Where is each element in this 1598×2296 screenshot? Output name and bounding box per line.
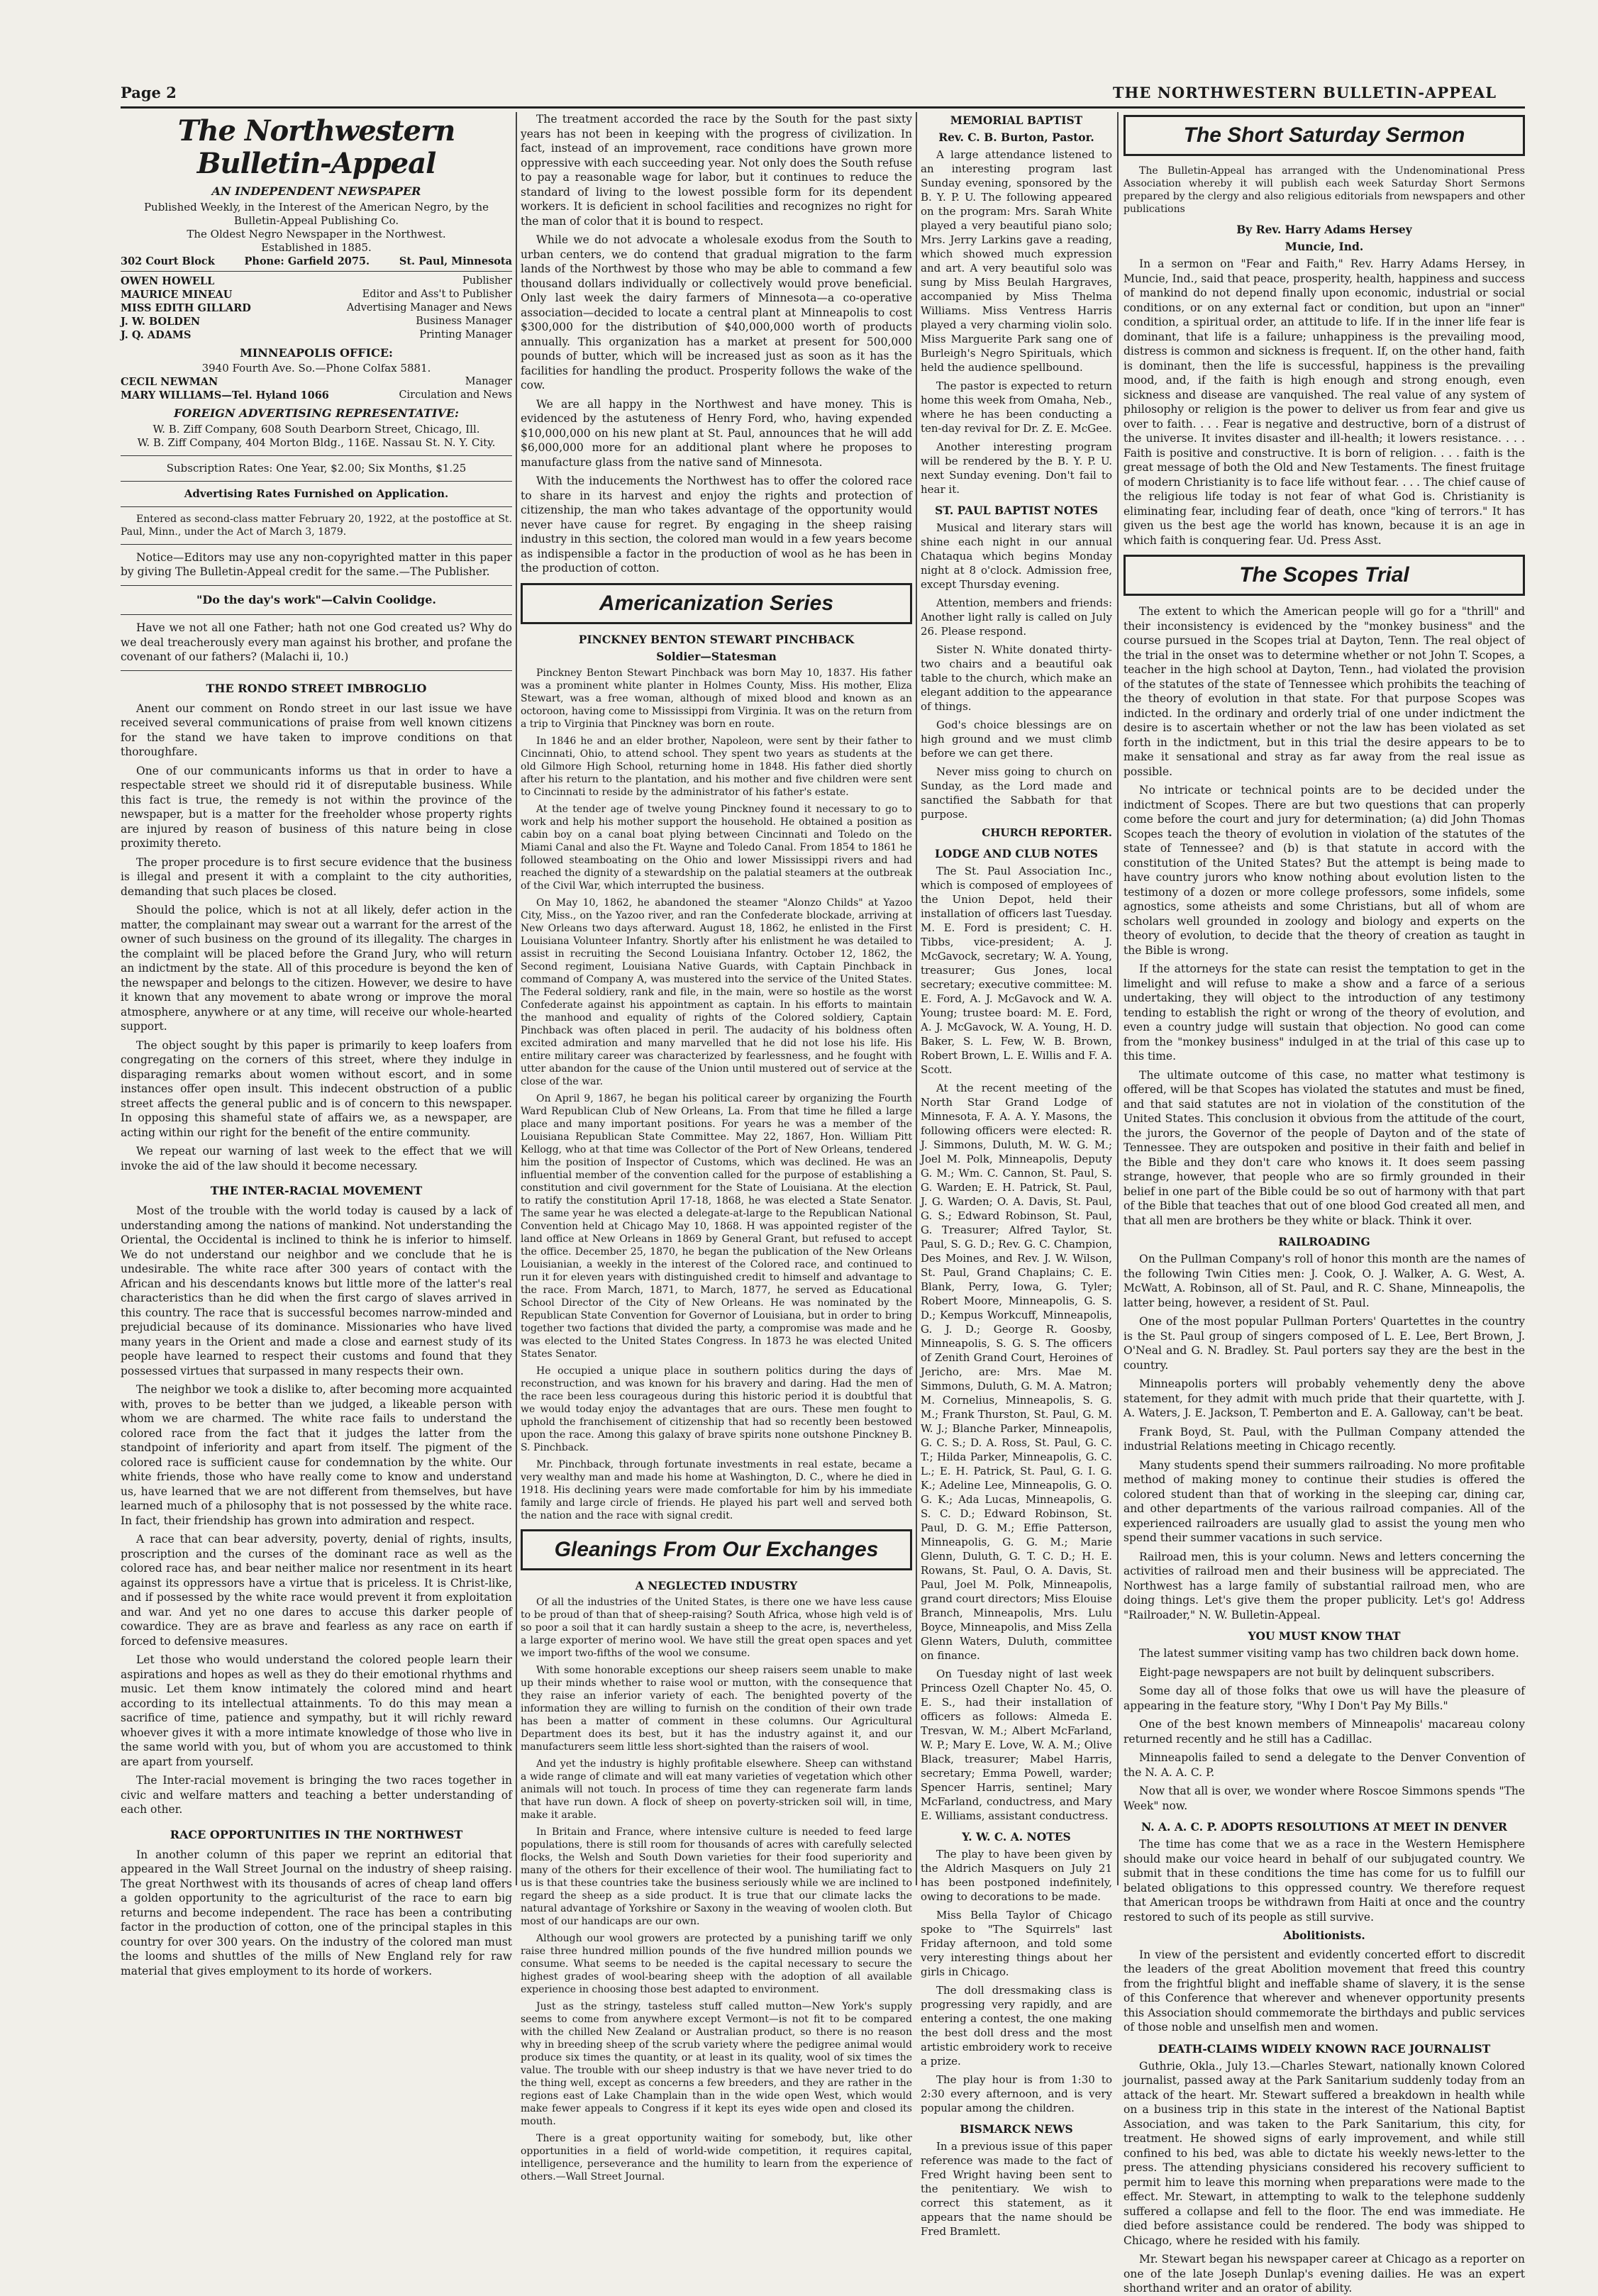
paragraph: In a previous issue of this paper reference was made to the fact of Fred Wright having been sent to the penitentiary. We wish to correct this statement, as it appears that the name should be Fred Bramlett. — [921, 2140, 1112, 2238]
paragraph: Minneapolis failed to send a delegate to the Denver Convention of the N. A. A. C. P. — [1123, 1751, 1525, 1779]
paragraph: One of our communicants informs us that in order to have a respectable street we should rid it of disreputable business. While this fact is true, the remedy is not within the province of the newspaper, but is a matter for the freeholder whose property rights are injured by reason of business of this nature being in close proximity thereto. — [121, 764, 512, 850]
paragraph: In another column of this paper we reprint an editorial that appeared in the Wall Street Journal on the industry of sheep raising. The great Northwest with its thousands of acres of cheap land offers a golden opportunity to the agriculturist of the race to earn big returns and become independent. The race has been a contributing factor in the production of cotton, one of the principal staples in this country for over 300 years. On the industry of the colored man must the looms and shuttles of the mills of New England rely for raw material that gives employment to its horde of workers. — [121, 1848, 512, 1978]
paragraph: Musical and literary stars will shine each night in our annual Chataqua which begins Monday night at 8 o'clock. Admission free, except Thursday evening. — [921, 521, 1112, 591]
paragraph: While we do not advocate a wholesale exodus from the South to urban centers, we do contend that gradual migration to the farm lands of the Northwest by those who may be able to command a few thousand dollars individually or collectively would prove beneficial. Only last week the dairy farmers of Minnesota—a co-operative association—decided to locate a central plant at Minneapolis to cost $300,000 for the distribution of $40,000,000 worth of products annually. This organization has a market at present for 500,000 pounds of butter, which will be increased just as soon as it has the facilities for handling the product. Prosperity follows the wake of the cow. — [521, 233, 912, 392]
article-title: THE RONDO STREET IMBROGLIO — [206, 681, 427, 695]
divider — [121, 481, 512, 482]
staff-row: J. W. BOLDEN Business Manager — [121, 315, 512, 328]
section-box-title: Americanization Series — [521, 583, 912, 624]
paragraph: He occupied a unique place in southern politics during the days of reconstruction, and was known for his bravery and daring. Had the men of the race been less courageous during this historic period it is doubtful that we would today enjoy the advantages that are ours. These men fought to uphold the franchisement of citizenship that had so recently been bestowed upon the race. Among this galaxy of brave spirits none outshone Pinckney B. S. Pinchback. — [521, 1365, 912, 1453]
paragraph: The treatment accorded the race by the South for the past sixty years has not been in keeping with the progress of civilization. In fact, instead of an improvement, race conditions have grown more oppressive with each succeeding year. Not only does the South refuse to pay a reasonable wage for labor, but it continues to reduce the standard of living to the lowest possible form for its dependent workers. It is deficient in school facilities and recognizes no right for the man of color that it is bound to respect. — [521, 113, 912, 228]
paragraph: With the inducements the Northwest has to offer the colored race to share in its harvest and enjoy the rights and protection of citizenship, the man who takes advantage of the opportunity would never have cause for regret. By engaging in the sheep raising industry in this section, the colored man would in a few years become as indispensible a factor in the production of wool as he has been in the production of cotton. — [521, 475, 912, 575]
article-subhead: Abolitionists. — [1283, 1929, 1365, 1942]
paragraph: Just as the stringy, tasteless stuff called mutton—New York's supply seems to come from anywhere except Vermont—is not fit to be compared with the chilled New Zealand or Australian product, so there is no reason why in breeding sheep of the scrub variety where the pedigree animal would produce six times the quantity, or at least in its quality, wool of six times the value. The trouble with our sheep industry is that we have never tried to do the thing well, except as concerns a few breeders, and they are rather in the regions east of Lake Champlain than in the wide open West, which would make fewer appeals to Congress if it kept its eyes wide open and closed its mouth. — [521, 2000, 912, 2127]
paragraph: At the tender age of twelve young Pinckney found it necessary to go to work and help his mother support the household. He obtained a position as cabin boy on a canal boat plying between Cincinnati and Toledo on the Miami Canal and also the Ft. Wayne and Toledo Canal. From 1854 to 1861 he followed steamboating on the Ohio and lower Mississippi rivers and had reached the dignity of a stewardship on the palatial steamers at the outbreak of the Civil War, which interrupted the business. — [521, 803, 912, 892]
article-title: LODGE AND CLUB NOTES — [935, 847, 1098, 860]
mpls-office-address: 3940 Fourth Ave. So.—Phone Colfax 5881. — [201, 362, 431, 375]
paragraph: The play to have been given by the Aldrich Masquers on July 21 has been postponed indefinitely, owing to decorations to be made. — [921, 1848, 1112, 1903]
paragraph: A race that can bear adversity, poverty, denial of rights, insults, proscription and the curses of the dominant race as well as the colored race has, and bear neither malice nor resentment in its heart against its oppressors have a virtue that is priceless. It is Christ-like, and if possessed by the white race would prevent it from exploitation and war. And yet no one dares to accuse this darker people of cowardice. They are as brave and fearless as any race on earth if forced to defensive measures. — [121, 1533, 512, 1648]
paragraph: There is a great opportunity waiting for somebody, but, like other opportunities in a field of world-wide competition, it requires capital, intelligence, perseverance and the humility to learn from the experience of others.—Wall Street Journal. — [521, 2132, 912, 2183]
paragraph: The St. Paul Association Inc., which is composed of employees of the Union Depot, held their installation of officers last Tuesday. M. E. Ford is president; C. H. Tibbs, vice-president; A. J. McGavock, secretary; W. A. Young, treasurer; Gus Jones, local secretary; executive committee: M. E. Ford, A. J. McGavock and W. A. Young; trustee board: M. E. Ford, A. J. McGavock, W. A. Young, H. D. Baker, S. L. Few, W. B. Brown, Robert Brown, L. E. Willis and F. A. Scott. — [921, 865, 1112, 1076]
paragraph: The neighbor we took a dislike to, after becoming more acquainted with, proves to be better than we judged, a likeable person with whom we are charmed. The white race fails to understand the colored race from the fact that it judges the latter from the standpoint of inferiority and apart from itself. The pigment of the colored race is sufficient cause for condemnation by the white. Our white friends, those who have really come to know and understand us, have learned that we are not different from themselves, but have learned much of a philosophy that is not possessed by the white race. In fact, their friendship has grown into admiration and respect. — [121, 1383, 512, 1527]
paragraph: The Bulletin-Appeal has arranged with the Undenominational Press Association whereby it will publish each week Saturday Short Sermons prepared by the clergy and also religious editorials from newspapers and other publications — [1123, 165, 1525, 215]
paragraph: Of all the industries of the United States, is there one we have less cause to be proud of than that of sheep-raising? South Africa, whose high veld is of so poor a soil that it can hardly sustain a sheep to the acre, is, nevertheless, a large exporter of merino wool. We have still the great open spaces and yet we import two-fifths of the wool we consume. — [521, 1596, 912, 1659]
divider — [121, 614, 512, 615]
section-box-title: Gleanings From Our Exchanges — [521, 1529, 912, 1570]
paragraph: Pinckney Benton Stewart Pinchback was born May 10, 1837. His father was a prominent white planter in Holmes County, Miss. His mother, Eliza Stewart, was a free woman, although of mixed blood and known as an octoroon, having come to Mississippi from Virginia. It was on the return from a trip to Virginia that Pinckney was born en route. — [521, 667, 912, 730]
foreign-rep-line: W. B. Ziff Company, 608 South Dearborn Street, Chicago, Ill. — [152, 422, 480, 436]
paragraph: In Britain and France, where intensive culture is needed to feed large populations, there is still room for thousands of acres with carefully selected flocks, the Welsh and South Down varieties for their food superiority and many of the others for their excellence of their wool. The humiliating fact to us is that these countries take the business seriously while we are inclined to regard the sheep as a side product. It is true that our climate lacks the natural advantage of Yorkshire or Saxony in the weaving of woolen cloth. But most of our handicaps are our own. — [521, 1826, 912, 1927]
paragraph: One of the best known members of Minneapolis' macareau colony returned recently and he still has a Cadillac. — [1123, 1718, 1525, 1746]
sermon-author: By Rev. Harry Adams Hersey — [1236, 223, 1412, 236]
paragraph: Mr. Pinchback, through fortunate investments in real estate, became a very wealthy man and made his home at Washington, D. C., where he died in 1918. His declining years were made comfortable for him by his immediate family and large circle of friends. He played his part well and served both the nation and the race with signal credit. — [521, 1458, 912, 1521]
article-subtitle: Rev. C. B. Burton, Pastor. — [938, 131, 1094, 144]
staff-list — [121, 271, 512, 342]
paragraph: We repeat our warning of last week to the effect that we will invoke the aid of the law should it become necessary. — [121, 1145, 512, 1172]
paragraph: Eight-page newspapers are not built by delinquent subscribers. — [1139, 1665, 1495, 1679]
paragraph: One of the most popular Pullman Porters' Quartettes in the country is the St. Paul group of singers composed of L. E. Lee, Bert Brown, J. O'Neal and G. N. Bradley. St. Paul porters say they are the best in the country. — [1123, 1315, 1525, 1372]
paragraph: Frank Boyd, St. Paul, with the Pullman Company attended the industrial Relations meeting in Chicago recently. — [1123, 1425, 1525, 1453]
paragraph: On the Pullman Company's roll of honor this month are the names of the following Twin Cities men: J. Cook, O. J. Walker, A. G. West, A. McWatt, A. Robinson, all of St. Paul, and R. C. Shane, Minneapolis, the latter being, however, a resident of St. Paul. — [1123, 1253, 1525, 1309]
paragraph: Minneapolis porters will probably vehemently deny the above statement, for they admit with much pride that their quartette, with J. A. Waters, J. E. Jackson, T. Pemberton and E. A. Galloway, can't be beat. — [1123, 1377, 1525, 1419]
staff-row: CECIL NEWMAN Manager — [121, 376, 512, 388]
paragraph: We are all happy in the Northwest and have money. This is evidenced by the astuteness of Henry Ford, who, having expended $10,000,000 on his new plant at St. Paul, announces that he will add $6,000,000 more for an additional plant where he proposes to manufacture glass from the native sand of Minnesota. — [521, 397, 912, 469]
paragraph: Now that all is over, we wonder where Roscoe Simmons spends "The Week" now. — [1123, 1785, 1525, 1812]
paragraph: The ultimate outcome of this case, no matter what testimony is offered, will be that Scopes has violated the statutes and must be fined, and that said statutes are not in violation of the constitution of the United States. This conclusion it obvious from the attitude of the court, the jurors, the Governor of the people of Dayton and of the state of Tennessee. They are outspoken and positive in their faith and belief in the Bible and they don't care who knows it. It does seem passing strange, however, that people who are so firmly grounded in their belief in one part of the Bible could be so out of harmony with that part of the Bible that teaches that out of one blood God created all men, and that all men are brothers be they white or black. Think it over. — [1123, 1068, 1525, 1227]
staff-row: MISS EDITH GILLARD Advertising Manager and News — [121, 301, 512, 314]
divider — [121, 585, 512, 586]
paragraph: Anent our comment on Rondo street in our last issue we have received several communications of praise from well known citizens for the stand we have taken to improve conditions on that thoroughfare. — [121, 701, 512, 758]
paragraph: In view of the persistent and evidently concerted effort to discredit the leaders of the great Abolition movement that freed this country from the frightful blight and ineffable shame of slavery, it is the sense of this Conference that wherever and whenever opportunity presents this Association should commemorate the birthdays and public services of those noble and unselfish men and women. — [1123, 1948, 1525, 2034]
running-title: THE NORTHWESTERN BULLETIN-APPEAL — [1112, 84, 1497, 101]
header-rule — [121, 106, 1525, 109]
paragraph: Many students spend their summers railroading. No more profitable method of making money to continue their studies is offered the colored student than that of working in the sleeping car, dining car, and other departments of the various railroad companies. All of the experienced railroaders are usually glad to assist the young men who spend their summer vacations in such service. — [1123, 1458, 1525, 1544]
article-title: N. A. A. C. P. ADOPTS RESOLUTIONS AT MEET IN DENVER — [1141, 1820, 1507, 1834]
divider — [121, 670, 512, 671]
article-title: RACE OPPORTUNITIES IN THE NORTHWEST — [170, 1827, 463, 1841]
paragraph: A large attendance listened to an interesting program last Sunday evening, sponsored by the B. Y. P. U. The following appeared on the program: Mrs. Sarah White played a very beautiful piano solo; Mrs. Jerry Larkins gave a reading, which showed much expression and art. A very beautiful solo was sung by Miss Beulah Hargraves, accompanied by Miss Thelma Williams. Miss Ventress Harris played a very charming violin solo. Miss Marguerite Park sang one of Burleigh's Negro Spirituals, which held the audience spellbound. — [921, 148, 1112, 374]
malachi-verse: Have we not all one Father; hath not one God created us? Why do we deal treacherously every man against his brother, and profane the covenant of our fathers? (Malachi ii, 10.) — [121, 621, 512, 663]
paragraph: The proper procedure is to first secure evidence that the business is illegal and present it with a complaint to the city authorities, demanding that such places be closed. — [121, 855, 512, 898]
column-rule — [516, 112, 517, 1885]
sermon-place: Muncie, Ind. — [1284, 240, 1364, 253]
paragraph: Some day all of those folks that owe us will have the pleasure of appearing in the feature story, "Why I Don't Pay My Bills." — [1123, 1685, 1525, 1712]
paragraph: Sister N. White donated thirty-two chairs and a beautiful oak table to the church, which make an elegant addition to the appearance of things. — [921, 643, 1112, 713]
page-header — [121, 84, 1539, 105]
masthead-title: The Northwestern Bulletin-Appeal — [177, 114, 455, 180]
paragraph: Attention, members and friends: Another light rally is called on July 26. Please respond. — [921, 597, 1112, 638]
mpls-office-title: MINNEAPOLIS OFFICE: — [240, 345, 393, 360]
staff-row: MAURICE MINEAU Editor and Ass't to Publisher — [121, 288, 512, 301]
paragraph: Mr. Stewart began his newspaper career at Chicago as a reporter on one of the late Joseph Dunlap's evening dailies. He was an expert shorthand writer and an orator of ability. — [1123, 2253, 1525, 2295]
column-3 — [921, 112, 1112, 2238]
masthead-company: Bulletin-Appeal Publishing Co. — [233, 213, 399, 227]
paragraph: At the recent meeting of the North Star Grand Lodge of Minnesota, F. A. A. Y. Masons, the following officers were elected: R. J. Simmons, Duluth, M. W. G. M.; Joel M. Polk, Minneapolis, Deputy G. M.; Wm. C. Cannon, St. Paul, S. G. Warden; E. H. Patrick, St. Paul, J. G. Warden; O. A. Davis, St. Paul, G. S.; Edward Robinson, St. Paul, G. Treasurer; Alfred Taylor, St. Paul, S. G. D.; Rev. G. C. Champion, Des Moines, and Rev. J. W. Wilson, St. Paul, Grand Chaplains; C. E. Blank, Perry, Iowa, G. Tyler; Robert Moore, Minneapolis, G. S. D.; Kempus Workcuff, Minneapolis, G. J. D.; George R. Goosby, Minneapolis, S. G. S. The officers of Zenith Grand Court, Heroines of Jericho, are: Mrs. Mae M. Simmons, Duluth, G. M. A. Matron; M. Cornelius, Minneapolis, S. G. M.; Frank Thurston, St. Paul, G. M. W. J.; Blanche Parker, Minneapolis, G. C. S.; D. A. Ross, St. Paul, G. C. T.; Hilda Parker, Minneapolis, G. C. L.; E. H. Patrick, St. Paul, G. I. G. K.; Adeline Lee, Minneapolis, G. O. G. K.; Ada Lucas, Minneapolis, G. S. C. D.; Edward Robinson, St. Paul, D. G. M.; Effie Patterson, Minneapolis, G. G. M.; Marie Glenn, Duluth, G. T. C. D.; H. E. Rowans, St. Paul, O. A. Davis, St. Paul, Joel M. Polk, Minneapolis, grand court directors; Miss Elouise Branch, Minneapolis, Mrs. Lulu Boyce, Minneapolis, and Miss Zella Glenn Waters, Duluth, committee on finance. — [921, 1082, 1112, 1662]
paragraph: In 1846 he and an elder brother, Napoleon, were sent by their father to Cincinnati, Ohio, to attend school. They spent two years as students at the old Gilmore High School, returning home in 1848. His father died shortly after his return to the plantation, and his mother and five children were sent to Cincinnati to reside by the administrator of his father's estate. — [521, 735, 912, 798]
paragraph: On May 10, 1862, he abandoned the steamer "Alonzo Childs" at Yazoo City, Miss., on the Yazoo river, and ran the Confederate blockade, arriving at New Orleans two days afterward. August 18, 1862, he enlisted in the First Louisiana Volunteer Infantry. Shortly after his enlistment he was detailed to assist in recruiting the Second Louisiana Infantry. October 12, 1862, the Second regiment, Louisiana Native Guards, with Captain Pinchback in command of Company A, was mustered into the service of the United States. The Federal soldiery, rank and file, in the main, were so hostile as the worst Confederate against his appointment as captain. In his efforts to maintain the manhood and equality of rights of the Colored soldiery, Captain Pinchback was often placed in peril. The audacity of his boldness often excited admiration and many marvelled that he did not lose his life. His entire military career was characterized by fearlessness, and he fought with utter abandon for the cause of the Union until mustered out of service at the close of the war. — [521, 897, 912, 1087]
paragraph: The pastor is expected to return home this week from Omaha, Neb., where he has been conducting a ten-day revival for Dr. Z. E. McGee. — [921, 379, 1112, 435]
paragraph: Let those who would understand the colored people learn their aspirations and hopes as well as they do their emotional rhythms and music. Let them know intimately the colored mind and heart according to its intellectual attainments. To do this may mean a sacrifice of time, patience and sympathy, but it will richly reward whoever gives it with a more intimate knowledge of those who live in the same world with you, but of whom you are accustomed to think are apart from yourself. — [121, 1653, 512, 1768]
masthead-city: St. Paul, Minnesota — [399, 255, 512, 267]
article-title: MEMORIAL BAPTIST — [950, 113, 1083, 127]
column-4 — [1123, 112, 1525, 2295]
article-title: RAILROADING — [1278, 1235, 1370, 1248]
section-box-title: The Scopes Trial — [1123, 555, 1525, 596]
article-title: YOU MUST KNOW THAT — [1248, 1629, 1401, 1643]
paragraph: Another interesting program will be rendered by the B. Y. P. U. next Sunday evening. Don't fail to hear it. — [921, 440, 1112, 496]
staff-row: J. Q. ADAMS Printing Manager — [121, 328, 512, 341]
column-2 — [521, 112, 912, 2183]
article-title: BISMARCK NEWS — [960, 2122, 1073, 2136]
page-number: Page 2 — [121, 84, 177, 101]
masthead-publisher: Published Weekly, in the Interest of the American Negro, by the — [143, 200, 489, 213]
article-title: Y. W. C. A. NOTES — [962, 1830, 1071, 1843]
editors-notice: Notice—Editors may use any non-copyrighted matter in this paper by giving The Bulletin-Appeal credit for the same.—The Publisher. — [121, 550, 512, 578]
article-subtitle: Soldier—Statesman — [656, 649, 777, 663]
paragraph: In a sermon on "Fear and Faith," Rev. Harry Adams Hersey, in Muncie, Ind., said that peace, prosperity, health, happiness and success of mankind do not depend finally upon economic, industrial or social conditions, or on any external fact or condition, but upon an "inner" condition, a spiritual order, an attitude to life. If in the inner life fear is dominant, that life is a failure; unhappiness is the prevailing mood, distress is common and sickness is frequent. If, on the other hand, faith is dominant, then the life is successful, happiness is the prevailing mood, and, if the faith is high enough and strong enough, even sickness and disease are vanquished. The real value of any system of philosophy or religion is the power to deliver us from fear and give us over to faith. . . . Fear is negative and destructive, born of a distrust of the universe. It invites disaster and ill-health; it lowers resistance. . . . Faith is positive and constructive. It is born of religion. . . . faith is the great message of both the Old and New Testaments. The finest fruitage of modern Christianity is to face life without fear. . . . The chief cause of the religious life today is not fear of what God is. Christianity is eliminating fear, including fear of death, once "king of terrors." It has given us the best age the world has known, because it is an age in which faith is conquering fear. Ud. Press Asst. — [1123, 257, 1525, 547]
paragraph: On Tuesday night of last week Princess Ozell Chapter No. 45, O. E. S., had their installation of officers as follows: Almeda E. Tresvan, W. M.; Albert McFarland, W. P.; Mary E. Love, W. A. M.; Olive Black, treasurer; Mabel Harris, secretary; Emma Powell, warder; Spencer Harris, sentinel; Mary McFarland, conductress, and Mary E. Williams, assistant conductress. — [921, 1668, 1112, 1822]
divider — [121, 544, 512, 545]
article-title: PINCKNEY BENTON STEWART PINCHBACK — [578, 632, 855, 646]
paragraph: Most of the trouble with the world today is caused by a lack of understanding among the nations of mankind. Not understanding the Oriental, the Occidental is inclined to think he is inferior to himself. We do not understand our neighbor and we conclude that he is undesirable. The white race after 300 years of contact with the African and his descendants knows but little more of the latter's real characteristics than he did when the first cargo of slaves arrived in this country. The race that is successful becomes narrow-minded and prejudicial because of its dominance. Missionaries who have lived many years in the Orient and made a close and earnest study of its people have learned to respect their customs and found that they possessed virtues that surpassed in many respects their own. — [121, 1204, 512, 1377]
paragraph: The object sought by this paper is primarily to keep loafers from congregating on the corners of this street, where they indulge in disparaging remarks about women without escort, and in some instances offer open insult. This indecent obstruction of a public street affects the general public and is of concern to this newspaper. In opposing this shameful state of affairs we, as a newspaper, are acting within our right for the benefit of the entire community. — [121, 1038, 512, 1139]
masthead-tagline: AN INDEPENDENT NEWSPAPER — [211, 184, 421, 198]
paragraph: The time has come that we as a race in the Western Hemisphere should make our voice heard in behalf of our subjugated country. We submit that in these conditions the time has come for us to fulfill our belated obligations to this oppressed country. We therefore request that American troops be withdrawn from Haiti at once and the country restored to such of its people as still survive. — [1123, 1838, 1525, 1924]
paragraph: The extent to which the American people will go for a "thrill" and their inconsistency is evidenced by the "monkey business" and the course pursued in the Scopes trial at Dayton, Tenn. The real object of the trial in the onset was to determine whether or not John T. Scopes, a teacher in the high school at Dayton, Tenn., had violated the provision of the statutes of the state of Tennessee which prohibits the teaching of the theory of evolution in that state. For that purpose Scopes was indicted. In the ordinary and orderly trial of one under indictment the desire is to ascertain whether or not the law has been violated as set forth in the indictment, but in this trial the desire appears to be to make it sensational and stray as far away from the real issue as possible. — [1123, 605, 1525, 778]
masthead-oldest: The Oldest Negro Newspaper in the Northwest. — [187, 227, 446, 240]
column-rule — [916, 112, 917, 1885]
paragraph: Never miss going to church on Sunday, as the Lord made and sanctified the Sabbath for that purpose. — [921, 765, 1112, 821]
paragraph: Should the police, which is not at all likely, defer action in the matter, the complainant may swear out a warrant for the arrest of the owner of such business on the ground of its illegality. The charges in the complaint will be placed before the Grand Jury, who will return an indictment by the state. All of this procedure is beyond the ken of the newspaper and belongs to the citizen. However, we desire to have it known that any movement to abate wrong or improve the moral atmosphere, anywhere or at any time, will receive our whole-hearted support. — [121, 904, 512, 1033]
advertising-rates: Advertising Rates Furnished on Application. — [184, 487, 449, 500]
paragraph: Guthrie, Okla., July 13.—Charles Stewart, nationally known Colored journalist, passed away at the Park Sanitarium suddenly today from an attack of the heart. Mr. Stewart suffered a breakdown in health while on a business trip in this state in the interest of the National Baptist Association, and was taken to the Park Sanitarium, this city, for treatment. He showed signs of early improvement, and while still confined to his bed, was able to dictate his weekly news-letter to the press. The attending physicians considered his recovery sufficient to permit him to leave this morning when preparations were made to the effect. Mr. Stewart, in attempting to walk to the telephone suddenly suffered a collapse and fell to the floor. The end was immediate. He died before assistance could be rendered. The body was shipped to Chicago, where he resided with his family. — [1123, 2059, 1525, 2247]
paragraph: Miss Bella Taylor of Chicago spoke to "The Squirrels" last Friday afternoon, and told some very interesting things about her girls in Chicago. — [921, 1909, 1112, 1978]
article-title: DEATH-CLAIMS WIDELY KNOWN RACE JOURNALIST — [1158, 2041, 1491, 2056]
paragraph: No intricate or technical points are to be decided under the indictment of Scopes. There are but two questions that can properly come before the court and jury for determination; (a) did John Thomas Scopes teach the theory of evolution in violation of the statutes of the state of Tennessee? and (b) is that statute in accord with the constitution of the United States? But the attempt is being made to have country jurors who know nothing about evolution listen to the testimony of a dozen or more college professors, some infidels, some agnostics, some atheists and some Christians, but all of whom are scholars well grounded in zoology and biology and experts on the theory of evolution, to decide that the theory of creation as taught in the Bible is wrong. — [1123, 784, 1525, 957]
paragraph: On April 9, 1867, he began his political career by organizing the Fourth Ward Republican Club of New Orleans, La. From that time he filled a large place and many important positions. For years he was a member of the Louisiana Republican State Committee. May 22, 1867, Hon. William Pitt Kellogg, who at that time was Collector of the Port of New Orleans, tendered him the position of Inspector of Customs, which was declined. He was an influential member of the convention called for the purpose of establishing a constitution and civil government for the State of Louisiana. At the election to ratify the constitution April 17-18, 1868, he was elected a State Senator. The same year he was elected a delegate-at-large to the Republican National Convention held at Chicago May 10, 1868. H was appointed register of the land office at New Orleans in 1869 by General Grant, but refused to accept the office. December 25, 1870, he began the publication of the New Orleans Louisianian, a weekly in the interest of the Colored race, and continued to run it for eleven years with distinguished credit to himself and advantage to the race. From March, 1871, to March, 1877, he served as Educational School Director of the City of New Orleans. He was nominated by the Republican State Convention for Governor of Louisiana, but in order to bring together two factions that divided the party, a compromise was made and he was elected to the United States Congress. In 1873 he was elected United States Senator. — [521, 1092, 912, 1360]
staff-row: OWEN HOWELL Publisher — [121, 274, 512, 287]
paragraph: And yet the industry is highly profitable elsewhere. Sheep can withstand a wide range of climate and will eat many varieties of vegetation which other animals will not touch. In process of time they can regenerate farm lands that have run down. A flock of sheep on poverty-stricken soil will, in time, make it arable. — [521, 1758, 912, 1821]
column-rule — [1117, 112, 1119, 1885]
paragraph: With some honorable exceptions our sheep raisers seem unable to make up their minds whether to raise wool or mutton, with the consequence that they raise an inferior variety of each. The benighted poverty of the information they are willing to furnish on the condition of their own trade has been a matter of comment in these columns. Our Agricultural Department does its best, but it has the industry against it, and our manufacturers seem little less short-sighted than the raisers of wool. — [521, 1664, 912, 1753]
paragraph: If the attorneys for the state can resist the temptation to get in the limelight and will refuse to make a show and a farce of a serious undertaking, they will object to the introduction of any testimony tending to establish the right or wrong of the theory of evolution, and even a country judge will sustain that objection. No good can come from the "monkey business" indulged in at the trial of this case up to this time. — [1123, 963, 1525, 1063]
paragraph: Railroad men, this is your column. News and letters concerning the activities of railroad men and their business will be appreciated. The Northwest has a large family of substantial railroad men, who are doing things. Let's give them the proper publicity. Let's go! Address "Railroader," N. W. Bulletin-Appeal. — [1123, 1550, 1525, 1621]
staff-row: MARY WILLIAMS—Tel. Hyland 1066 Circulation and News — [121, 389, 512, 401]
paragraph: Although our wool growers are protected by a punishing tariff we only raise three hundred million pounds of the five hundred million pounds we consume. What seems to be needed is the capital necessary to secure the highest grades of wool-bearing sheep with the adoption of all available experience in choosing those best adapted to environment. — [521, 1932, 912, 1995]
coolidge-quote: "Do the day's work"—Calvin Coolidge. — [196, 592, 436, 606]
paragraph: The doll dressmaking class is progressing very rapidly, and are entering a contest, the one making the best doll dress and the most artistic embroidery work to receive a prize. — [921, 1984, 1112, 2068]
paragraph: The latest summer visiting vamp has two children back down home. — [1139, 1647, 1519, 1660]
paragraph: The Inter-racial movement is bringing the two races together in civic and welfare matters and teaching a better understanding of each other. — [121, 1774, 512, 1816]
article-title: ST. PAUL BAPTIST NOTES — [935, 504, 1098, 517]
foreign-rep-title: FOREIGN ADVERTISING REPRESENTATIVE: — [174, 406, 459, 420]
paragraph: The play hour is from 1:30 to 2:30 every afternoon, and is very popular among the children. — [921, 2073, 1112, 2114]
section-box-title: The Short Saturday Sermon — [1123, 115, 1525, 156]
masthead-address-row — [121, 255, 512, 268]
article-title: THE INTER-RACIAL MOVEMENT — [210, 1184, 423, 1197]
subscription-rates: Subscription Rates: One Year, $2.00; Six Months, $1.25 — [166, 461, 467, 475]
entered-notice: Entered as second-class matter February 20, 1922, at the postoffice at St. Paul, Minn., under the Act of March 3, 1879. — [121, 513, 512, 538]
paragraph: God's choice blessings are on high ground and we must climb before we can get there. — [921, 719, 1112, 760]
column-1 — [121, 112, 512, 1978]
masthead-phone: Phone: Garfield 2075. — [244, 255, 370, 267]
foreign-rep-line: W. B. Ziff Company, 404 Morton Bldg., 116E. Nassau St. N. Y. City. — [137, 436, 496, 449]
article-title: A NEGLECTED INDUSTRY — [635, 1578, 798, 1592]
masthead-established: Established in 1885. — [261, 240, 372, 254]
signature: CHURCH REPORTER. — [982, 826, 1112, 839]
masthead-address: 302 Court Block — [121, 255, 215, 267]
divider — [121, 455, 512, 456]
divider — [121, 506, 512, 507]
